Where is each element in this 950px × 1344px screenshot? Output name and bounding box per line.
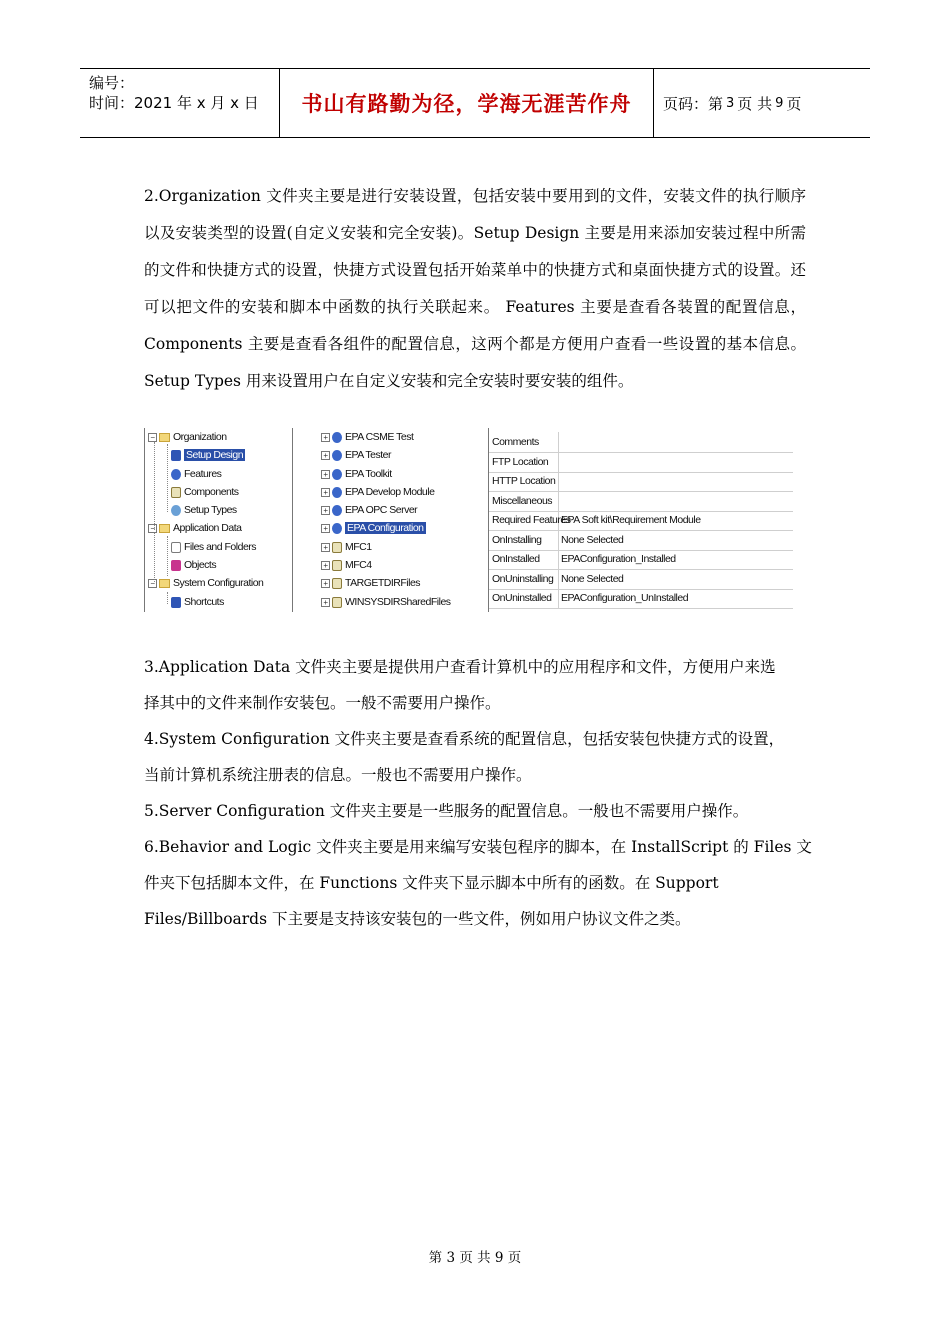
feature-icon [332, 469, 342, 480]
property-row[interactable]: FTP Location [489, 452, 793, 473]
shortcut-icon [171, 597, 181, 608]
page-total: 9 [775, 95, 784, 111]
tree-node-targetdirfiles[interactable]: + TARGETDIRFiles [321, 574, 420, 592]
property-row[interactable]: Comments [489, 432, 793, 453]
header-page-number [654, 69, 870, 137]
feature-icon [332, 432, 342, 443]
collapse-icon[interactable]: − [148, 433, 157, 442]
text-line: 件夹下包括脚本文件，在 Functions 文件夹下显示脚本中所有的函数。在 Support [144, 874, 719, 892]
time-label: 时间：2021 年 x 月 x 日 [89, 94, 259, 112]
folder-icon [159, 524, 170, 533]
property-row[interactable]: Required Features EPA Soft kit\Requirement Module [489, 510, 793, 531]
property-row[interactable]: OnUninstalling None Selected [489, 569, 793, 590]
page-current: 3 [726, 95, 735, 111]
expand-icon[interactable]: + [321, 598, 330, 607]
expand-icon[interactable]: + [321, 470, 330, 479]
component-icon [332, 542, 342, 553]
tree-node-shortcuts[interactable]: Shortcuts [171, 593, 224, 611]
feature-icon [332, 523, 342, 534]
organization-tree [144, 428, 295, 612]
expand-icon[interactable]: + [321, 488, 330, 497]
component-icon [332, 578, 342, 589]
text-line: 4.System Configuration 文件夹主要是查看系统的配置信息，包括安装包快捷方式的设置， [144, 730, 785, 748]
tree-node-epa-opc-server[interactable]: + EPA OPC Server [321, 501, 417, 519]
collapse-icon[interactable]: − [148, 579, 157, 588]
installshield-screenshot [144, 428, 792, 612]
collapse-icon[interactable]: − [148, 524, 157, 533]
expand-icon[interactable]: + [321, 579, 330, 588]
tree-node-components[interactable]: Components [171, 483, 239, 501]
file-icon [171, 542, 181, 553]
tree-node-setup-design[interactable]: Setup Design [171, 446, 245, 464]
text-line: 择其中的文件来制作安装包。一般不需要用户操作。 [144, 694, 501, 712]
page-suffix: 页 [786, 94, 802, 113]
objects-icon [171, 560, 181, 571]
expand-icon[interactable]: + [321, 506, 330, 515]
tree-node-epa-develop-module[interactable]: + EPA Develop Module [321, 483, 434, 501]
property-row[interactable]: HTTP Location [489, 471, 793, 492]
text-line: 3.Application Data 文件夹主要是提供用户查看计算机中的应用程序和文件，方便用户来选 [144, 658, 776, 676]
feature-icon [332, 487, 342, 498]
text-line: 当前计算机系统注册表的信息。一般也不需要用户操作。 [144, 766, 532, 784]
tree-node-features[interactable]: Features [171, 465, 221, 483]
property-row[interactable]: OnInstalling None Selected [489, 530, 793, 551]
expand-icon[interactable]: + [321, 433, 330, 442]
property-row[interactable]: OnInstalled EPAConfiguration_Installed [489, 549, 793, 570]
features-tree [292, 428, 473, 612]
tree-node-epa-tester[interactable]: + EPA Tester [321, 446, 391, 464]
tree-node-setup-types[interactable]: Setup Types [171, 501, 237, 519]
text-line: 5.Server Configuration 文件夹主要是一些服务的配置信息。一般也不需要用户操作。 [144, 802, 749, 820]
page-header [80, 68, 870, 138]
code-label: 编号： [89, 74, 135, 92]
page-footer: 第 3 页 共 9 页 [428, 1250, 522, 1266]
tree-node-epa-csme-test[interactable]: + EPA CSME Test [321, 428, 413, 446]
paragraph-block-folders [144, 649, 812, 937]
tree-node-winsysdirsharedfiles[interactable]: + WINSYSDIRSharedFiles [321, 593, 451, 611]
tree-node-application-data[interactable]: − Application Data [148, 519, 241, 537]
component-icon [332, 560, 342, 571]
tree-node-files-and-folders[interactable]: Files and Folders [171, 538, 256, 556]
feature-icon [332, 450, 342, 461]
tree-node-mfc1[interactable]: + MFC1 [321, 538, 372, 556]
tree-node-system-configuration[interactable]: − System Configuration [148, 574, 263, 592]
tree-node-objects[interactable]: Objects [171, 556, 216, 574]
feature-icon [332, 505, 342, 516]
tree-node-organization[interactable]: − Organization [148, 428, 227, 446]
folder-icon [159, 579, 170, 588]
paragraph-organization: 2.Organization 文件夹主要是进行安装设置，包括安装中要用到的文件，安装文件的执行顺序以及安装类型的设置(自定义安装和完全安装)。Setup Design 主要是用来添加安装过程中所需的文件和快捷方式的设置，快捷方式设置包括开始菜单中的快捷方式和桌面快捷方式的设置。还可以把文件的安装和脚本中函数的执行关联起来。 Features 主要是查看各装置的配置信息，Components 主要是查看各组件的配置信息，这两个都是方便用户查看一些设置的基本信息。Setup Types 用来设置用户在自定义安装和完全安装时要安装的组件。 [144, 187, 806, 390]
tree-node-epa-configuration[interactable]: + EPA Configuration [321, 519, 426, 537]
tree-node-epa-toolkit[interactable]: + EPA Toolkit [321, 465, 392, 483]
setup-types-icon [171, 505, 181, 516]
text-line: 6.Behavior and Logic 文件夹主要是用来编写安装包程序的脚本，在 InstallScript 的 Files 文 [144, 838, 812, 856]
property-row[interactable]: OnUninstalled EPAConfiguration_UnInstalled [489, 588, 793, 609]
tree-node-mfc4[interactable]: + MFC4 [321, 556, 372, 574]
folder-icon [159, 433, 170, 442]
expand-icon[interactable]: + [321, 524, 330, 533]
property-grid [488, 428, 793, 612]
page-prefix: 页码：第 [663, 94, 724, 113]
component-icon [332, 597, 342, 608]
page-mid: 页 共 [737, 94, 773, 113]
features-icon [171, 469, 181, 480]
property-row[interactable]: Miscellaneous [489, 491, 793, 512]
setup-design-icon [171, 450, 181, 461]
header-motto: 书山有路勤为径，学海无涯苦作舟 [280, 69, 654, 137]
expand-icon[interactable]: + [321, 451, 330, 460]
header-meta [80, 69, 280, 137]
text-line: Files/Billboards 下主要是支持该安装包的一些文件，例如用户协议文件之类。 [144, 910, 691, 928]
components-icon [171, 487, 181, 498]
expand-icon[interactable]: + [321, 561, 330, 570]
expand-icon[interactable]: + [321, 543, 330, 552]
